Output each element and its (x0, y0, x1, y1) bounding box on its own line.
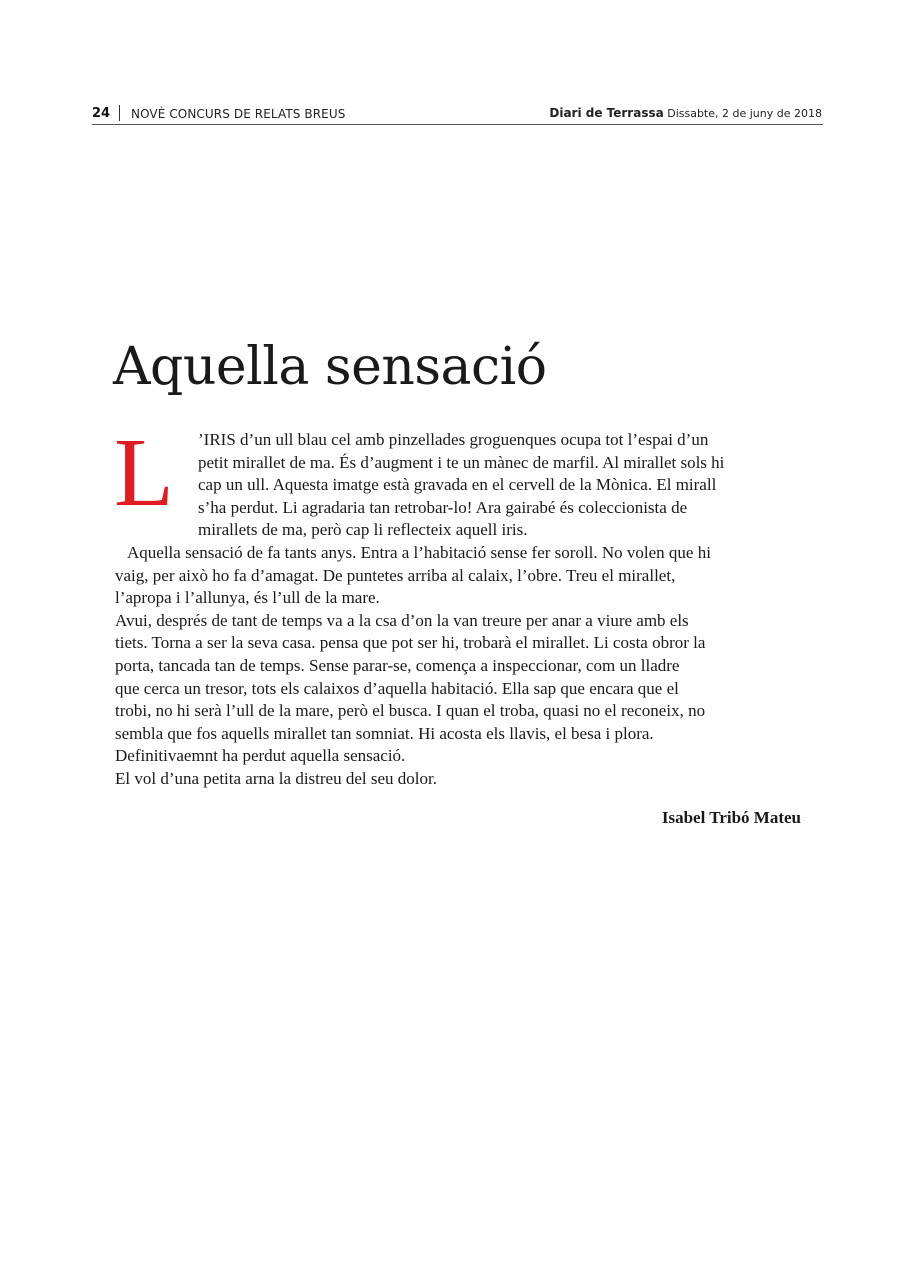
body-line: trobi, no hi serà l’ull de la mare, però el busca. I quan el troba, quasi no el reconeix, no (115, 701, 706, 721)
article-title: Aquella sensació (113, 337, 547, 397)
drop-cap: L (114, 419, 174, 527)
newspaper-name: Diari de Terrassa (549, 106, 664, 120)
page-number: 24 (92, 106, 111, 121)
body-line: ’IRIS d’un ull blau cel amb pinzellades groguenques ocupa tot l’espai d’un (198, 430, 709, 449)
body-line: que cerca un tresor, tots els calaixos d’aquella habitació. Ella sap que encara que el (115, 678, 679, 698)
page-header (92, 104, 823, 125)
body-line: tiets. Torna a ser la seva casa. pensa que pot ser hi, trobarà el mirallet. Li costa obror la (115, 633, 706, 653)
body-line: petit mirallet de ma. És d’augment i te un mànec de marfil. Al mirallet sols hi (198, 452, 725, 472)
header-divider (119, 105, 120, 121)
body-line: vaig, per això ho fa d’amagat. De puntetes arriba al calaix, l’obre. Treu el mirallet, (115, 565, 676, 585)
body-line: mirallets de ma, però cap li reflecteix aquell iris. (198, 520, 528, 540)
body-line: El vol d’una petita arna la distreu del seu dolor. (115, 768, 437, 788)
body-line: cap un ull. Aquesta imatge està gravada en el cervell de la Mònica. El mirall (198, 475, 717, 495)
article-body (115, 429, 805, 791)
section-title: NOVÈ CONCURS DE RELATS BREUS (131, 107, 346, 121)
body-line: l’apropa i l’allunya, és l’ull de la mare. (115, 588, 380, 608)
article-author: Isabel Tribó Mateu (661, 808, 801, 827)
body-line: porta, tancada tan de temps. Sense parar-se, comença a inspeccionar, com un lladre (115, 655, 680, 675)
body-line: Definitivaemnt ha perdut aquella sensació. (115, 746, 406, 766)
publication-info (549, 106, 822, 120)
body-line: sembla que fos aquells mirallet tan somniat. Hi acosta els llavis, el besa i plora. (115, 723, 654, 743)
body-line: Aquella sensació de fa tants anys. Entra a l’habitació sense fer soroll. No volen que hi (127, 542, 711, 562)
body-line: Avui, després de tant de temps va a la csa d’on la van treure per anar a viure amb els (115, 610, 689, 630)
publication-date: Dissabte, 2 de juny de 2018 (667, 107, 822, 120)
body-line: s’ha perdut. Li agradaria tan retrobar-lo! Ara gairabé és coleccionista de (198, 497, 688, 517)
